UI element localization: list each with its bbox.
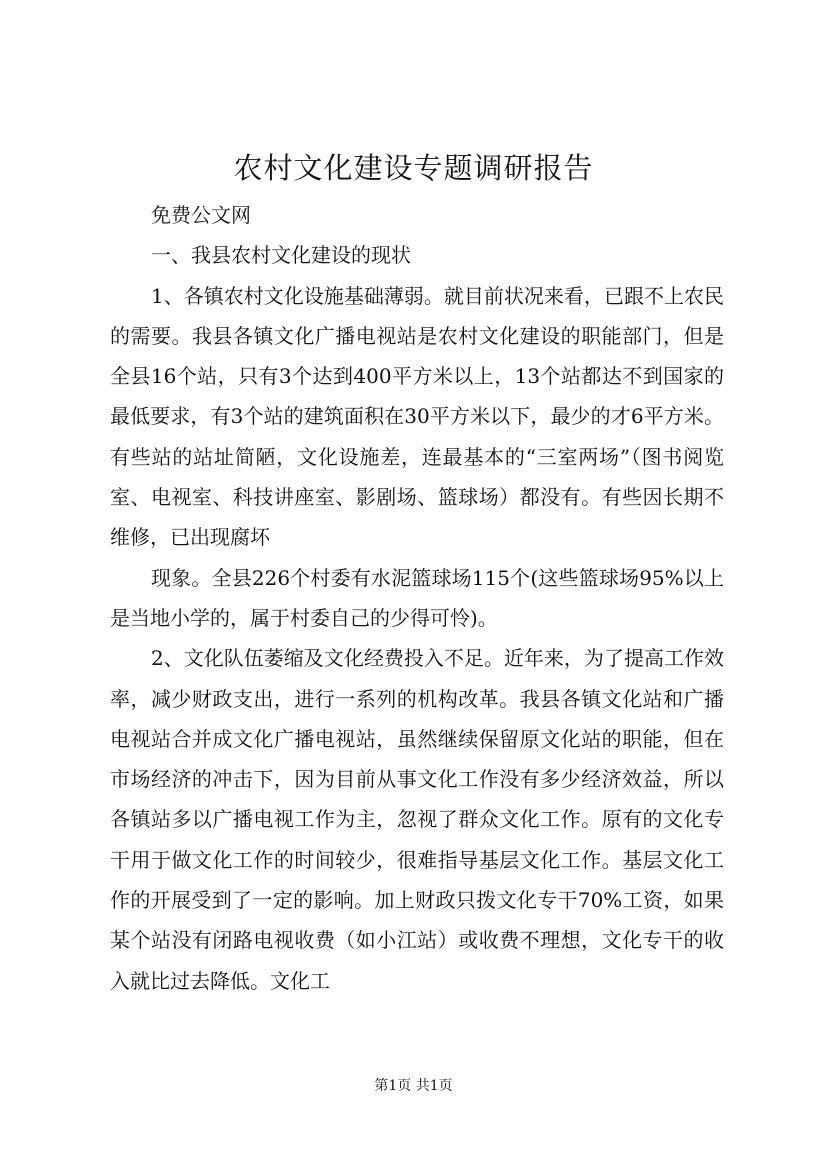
paragraph-facilities: 1、各镇农村文化设施基础薄弱。就目前状况来看，已跟不上农民的需要。我县各镇文化广播电视站是农村文化建设的职能部门，但是全县16个站，只有3个达到400平方米以上，13个站都达不到国家的最低要求，有3个站的建筑面积在30平方米以下，最少的才6平方米。有些站的站址简陋，文化设施差，连最基本的“三室两场”（图书阅览室、电视室、科技讲座室、影剧场、篮球场）都没有。有些因长期不维修，已出现腐坏 [110, 283, 724, 550]
paragraph-basketball: 现象。全县226个村委有水泥篮球场115个(这些篮球场95%以上是当地小学的，属于村委自己的少得可怜)。 [110, 565, 724, 630]
paragraph-staffing: 2、文化队伍萎缩及文化经费投入不足。近年来，为了提高工作效率，减少财政支出，进行一系列的机构改革。我县各镇文化站和广播电视站合并成文化广播电视站，虽然继续保留原文化站的职能，但在市场经济的冲击下，因为目前从事文化工作没有多少经济效益，所以各镇站多以广播电视工作为主，忽视了群众文化工作。原有的文化专干用于做文化工作的时间较少，很难指导基层文化工作。基层文化工作的开展受到了一定的影响。加上财政只拨文化专干70%工资，如果某个站没有闭路电视收费（如小江站）或收费不理想，文化专干的收入就比过去降低。文化工 [110, 646, 724, 993]
document-body [110, 195, 724, 1001]
page-number: 第1页 共1页 [374, 1078, 453, 1094]
document-title: 农村文化建设专题调研报告 [233, 151, 594, 185]
source-line: 免费公文网 [151, 203, 251, 227]
section-heading: 一、我县农村文化建设的现状 [151, 243, 411, 268]
